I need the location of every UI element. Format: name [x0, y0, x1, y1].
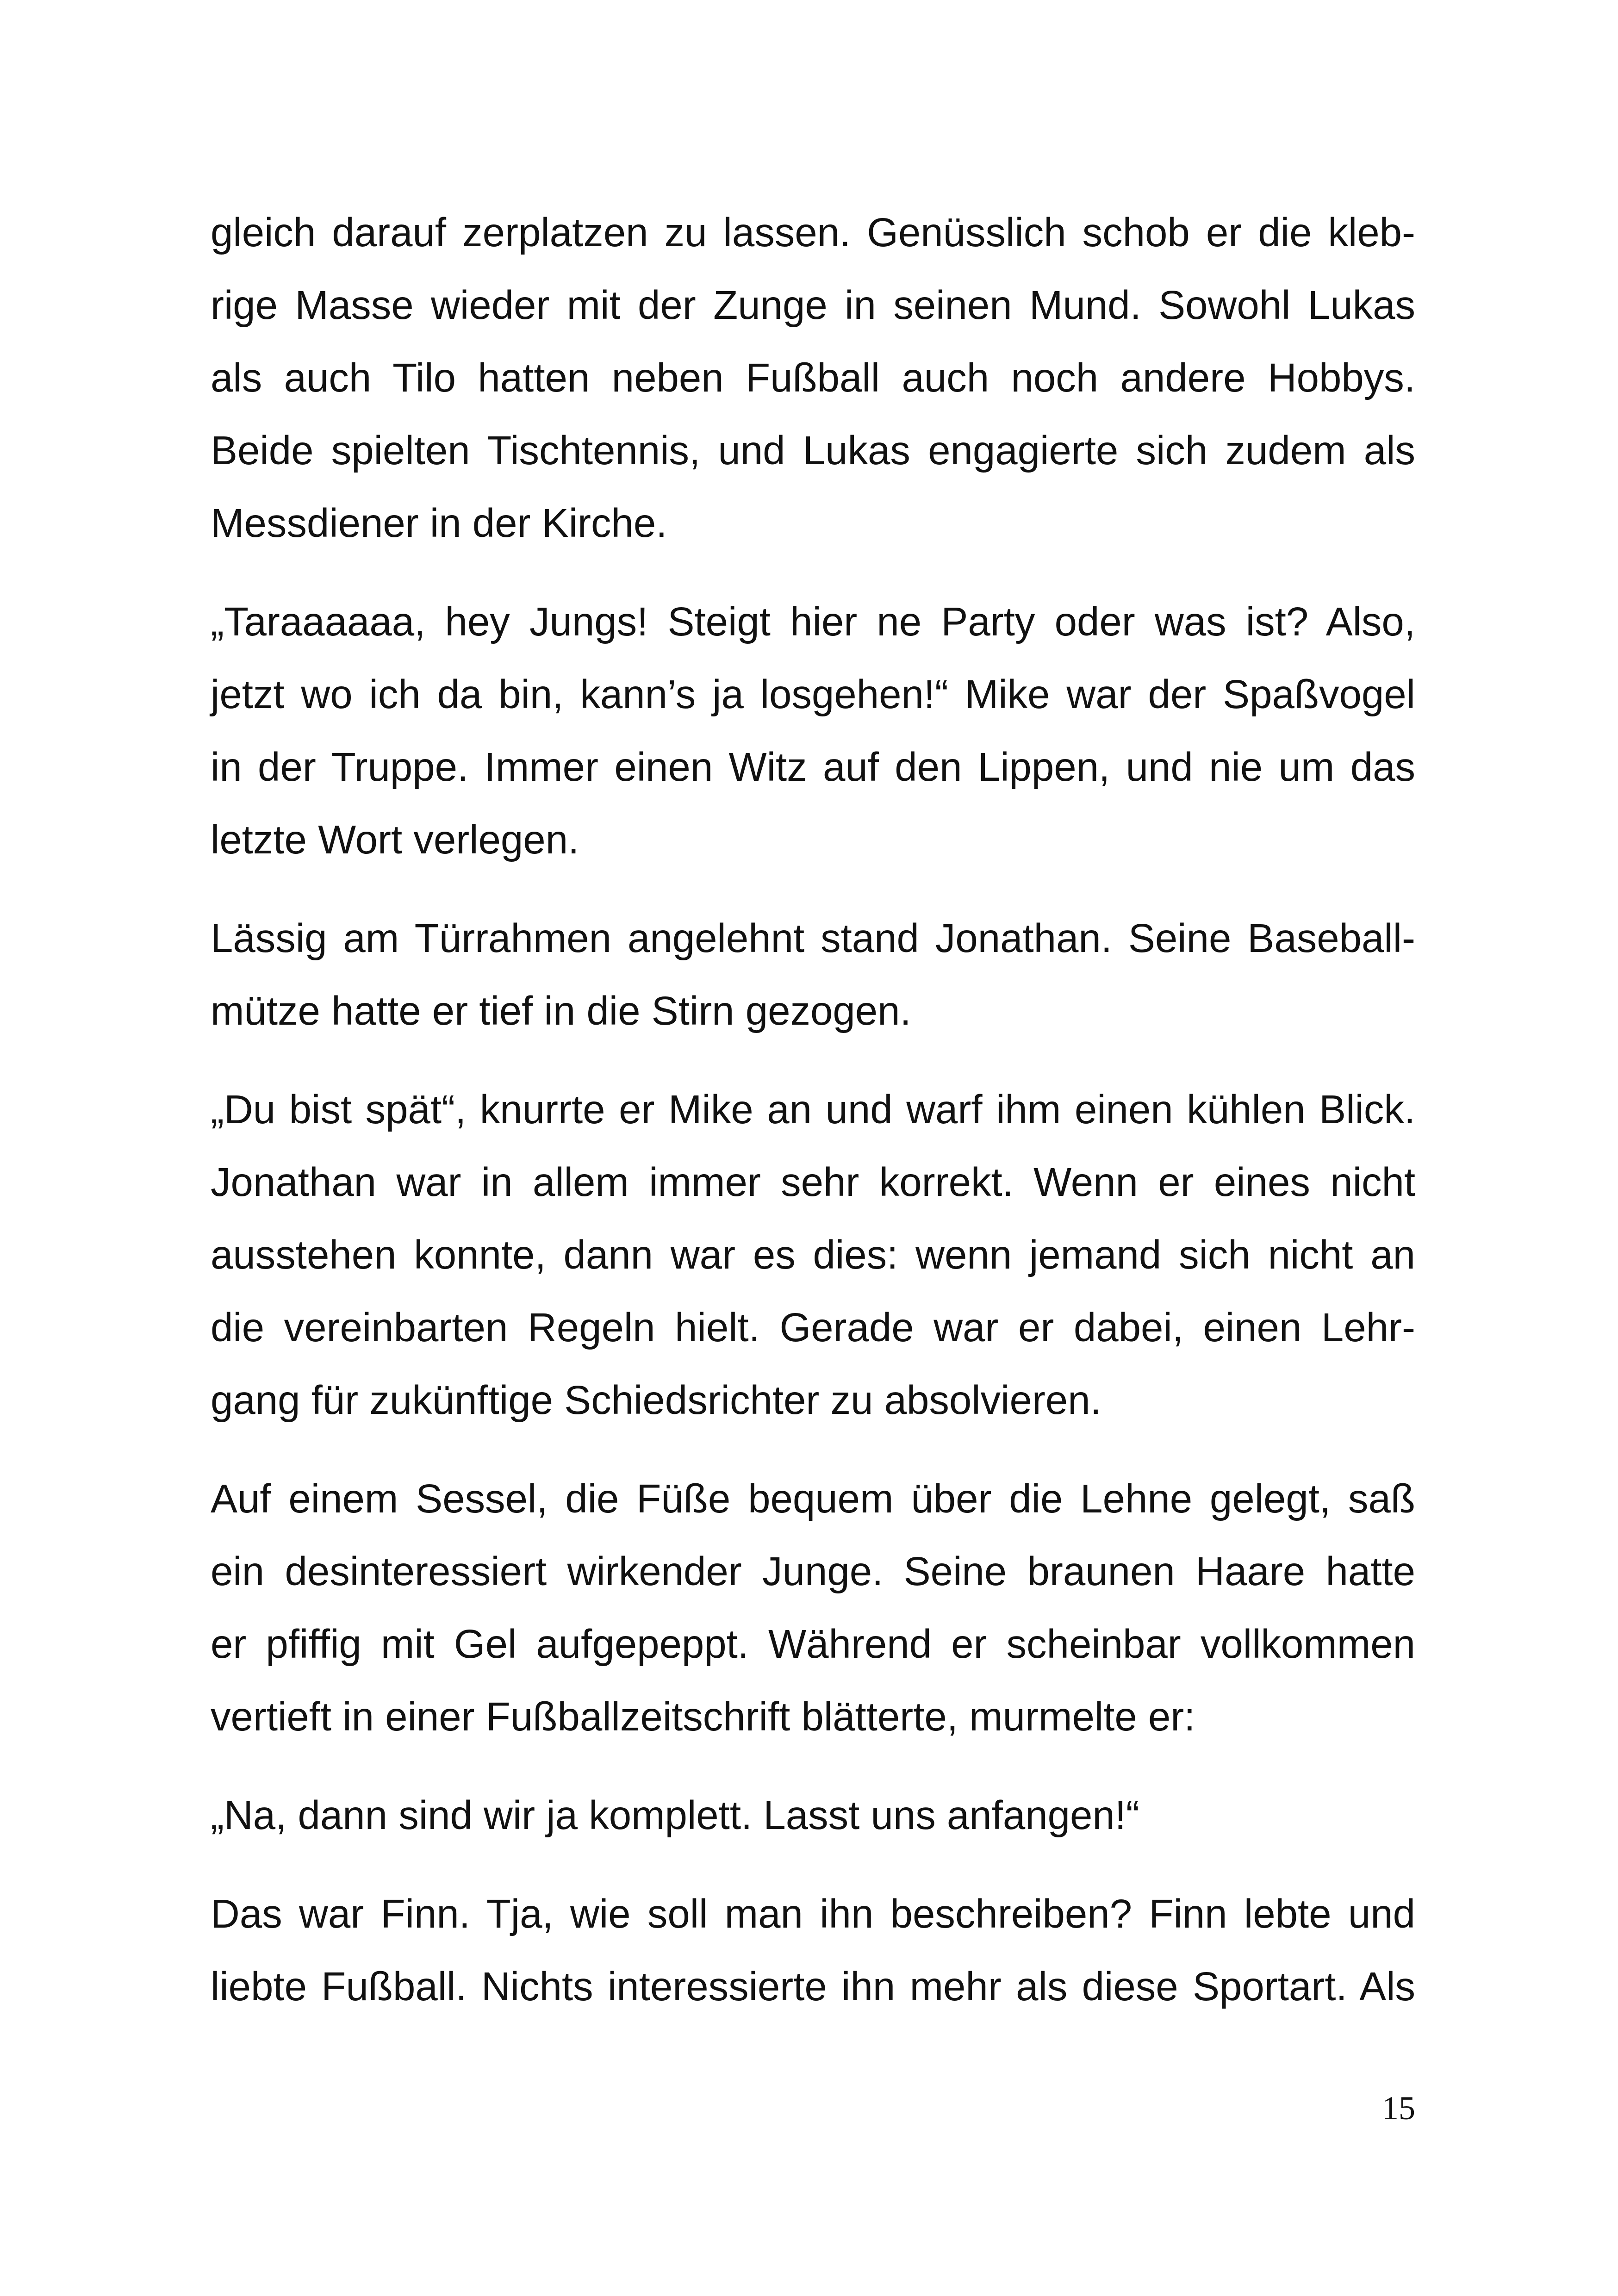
text-line: jetzt wo ich da bin, kann’s ja losgehen!“ Mike war der Spaßvogel	[211, 672, 1415, 717]
text-line: Das war Finn. Tja, wie soll man ihn beschreiben? Finn lebte und	[211, 1892, 1415, 1936]
text-line: „Na, dann sind wir ja komplett. Lasst uns anfangen!“	[211, 1793, 1139, 1838]
text-line: mütze hatte er tief in die Stirn gezogen.	[211, 989, 911, 1033]
text-line: gang für zukünftige Schiedsrichter zu absolvieren.	[211, 1378, 1101, 1423]
text-line: ein desinteressiert wirkender Junge. Seine braunen Haare hatte	[211, 1549, 1415, 1594]
text-line: Jonathan war in allem immer sehr korrekt. Wenn er eines nicht	[211, 1160, 1415, 1205]
text-line: in der Truppe. Immer einen Witz auf den Lippen, und nie um das	[211, 745, 1415, 790]
paragraph	[211, 585, 1415, 876]
page-number: 15	[1382, 2090, 1415, 2127]
text-line: Auf einem Sessel, die Füße bequem über die Lehne gelegt, saß	[211, 1476, 1415, 1521]
text-line: ausstehen konnte, dann war es dies: wenn jemand sich nicht an	[211, 1232, 1415, 1277]
paragraph	[211, 1073, 1415, 1437]
paragraph	[211, 902, 1415, 1047]
text-line: letzte Wort verlegen.	[211, 817, 579, 862]
paragraph	[211, 1878, 1415, 2023]
text-line: die vereinbarten Regeln hielt. Gerade war er dabei, einen Lehr-	[211, 1305, 1415, 1350]
text-line: „Taraaaaaa, hey Jungs! Steigt hier ne Party oder was ist? Also,	[211, 599, 1415, 644]
text-line: Beide spielten Tischtennis, und Lukas engagierte sich zudem als	[211, 428, 1415, 473]
text-line: Lässig am Türrahmen angelehnt stand Jonathan. Seine Baseball-	[211, 916, 1415, 961]
text-line: liebte Fußball. Nichts interessierte ihn mehr als diese Sportart. Als	[211, 1964, 1415, 2009]
text-line: „Du bist spät“, knurrte er Mike an und warf ihm einen kühlen Blick.	[211, 1087, 1415, 1132]
body-text	[211, 196, 1415, 2049]
paragraph	[211, 1462, 1415, 1753]
text-line: als auch Tilo hatten neben Fußball auch noch andere Hobbys.	[211, 355, 1415, 400]
text-line: vertieft in einer Fußballzeitschrift blätterte, murmelte er:	[211, 1694, 1195, 1739]
paragraph	[211, 1779, 1415, 1852]
text-line: gleich darauf zerplatzen zu lassen. Genüsslich schob er die kleb-	[211, 210, 1415, 255]
text-line: er pfiffig mit Gel aufgepeppt. Während er scheinbar vollkommen	[211, 1622, 1415, 1667]
text-line: Messdiener in der Kirche.	[211, 501, 667, 546]
text-line: rige Masse wieder mit der Zunge in seinen Mund. Sowohl Lukas	[211, 283, 1415, 328]
paragraph	[211, 196, 1415, 560]
